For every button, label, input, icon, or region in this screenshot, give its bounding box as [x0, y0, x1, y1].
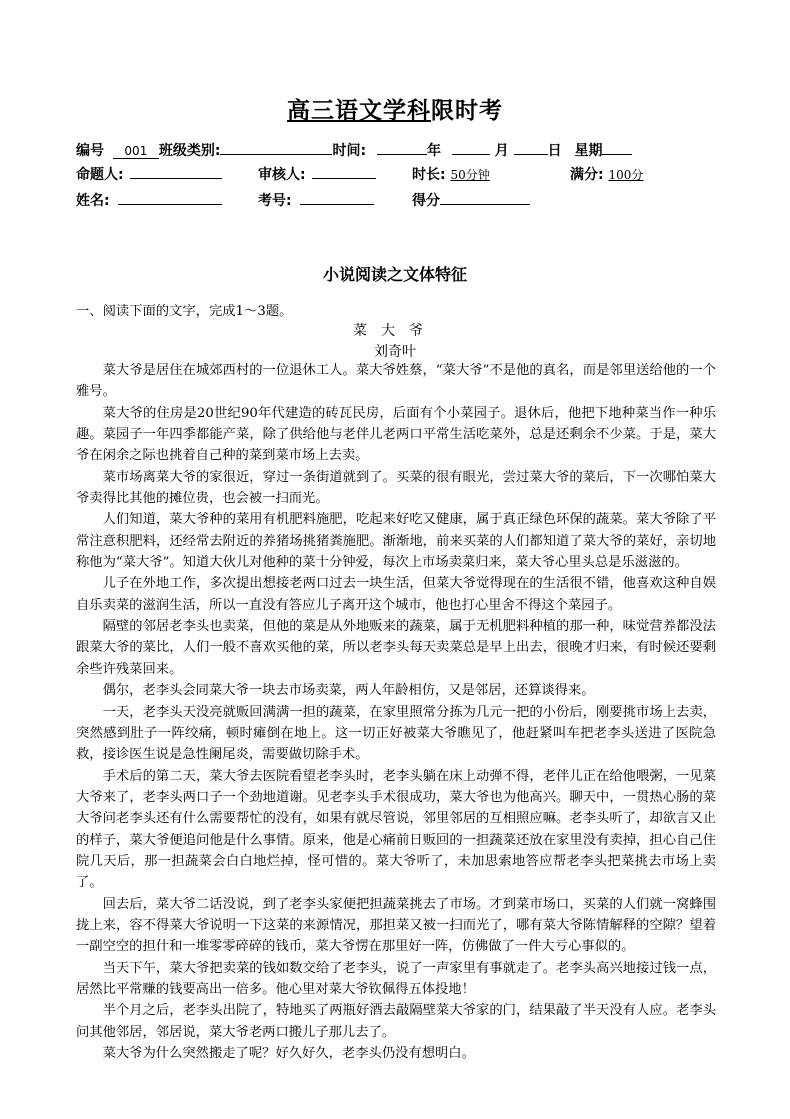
setter-label: 命题人:	[76, 167, 124, 183]
month-blank[interactable]	[452, 140, 490, 155]
reviewer-label: 审核人:	[258, 167, 306, 183]
duration-label: 时长:	[412, 167, 446, 183]
weekday-label: 星期	[574, 143, 603, 159]
story-paragraph: 儿子在外地工作，多次提出想接老两口过去一块生活，但菜大爷觉得现在的生活很不错，他喜欢这种自娱自乐卖菜的滋润生活，所以一直没有答应儿子离开这个城市，他也打心里舍不得这个菜园子。	[76, 576, 716, 613]
fullmark-value: 100分	[608, 168, 644, 182]
section-title: 小说阅读之文体特征	[322, 265, 467, 284]
duration-value: 50分钟	[450, 168, 490, 182]
story-paragraph: 当天下午，菜大爷把卖菜的钱如数交给了老李头，说了一声家里有事就走了。老李头高兴地接过钱一点，居然比平常赚的钱要高出一倍多。他心里对菜大爷钦佩得五体投地！	[76, 960, 716, 997]
story-paragraph: 隔壁的邻居老李头也卖菜，但他的菜是从外地贩来的蔬菜，属于无机肥料种植的那一种，味觉营养都没法跟菜大爷的菜比，人们一般不喜欢买他的菜，所以老李头每天卖菜总是早上出去，很晚才归来，有时候还要剩余些许残菜回来。	[76, 619, 716, 677]
story-paragraph: 人们知道，菜大爷种的菜用有机肥料施肥，吃起来好吃又健康，属于真正绿色环保的蔬菜。菜大爷除了平常注意积肥料，还经常去附近的养猪场挑猪粪施肥。渐渐地，前来买菜的人们都知道了菜大爷的菜好，亲切地称他为“菜大爷”。知道大伙儿对他种的菜十分钟爱，每次上市场卖菜归来，菜大爷心里头总是乐滋滋的。	[76, 512, 716, 571]
month-label: 月	[494, 143, 509, 159]
year-blank[interactable]	[377, 140, 427, 155]
title-rest: 限时考	[431, 98, 503, 124]
name-group	[76, 190, 222, 210]
score-group	[412, 190, 530, 210]
story-paragraph: 一天，老李头天没亮就贩回满满一担的蔬菜，在家里照常分拣为几元一把的小份后，刚要挑市场上去卖，突然感到肚子一阵绞痛，顿时瘫倒在地上。这一切正好被菜大爷瞧见了，他赶紧叫车把老李头送进了医院急救，接诊医生说是急性阑尾炎，需要做切除手术。	[76, 704, 716, 763]
exam-no-blank[interactable]	[300, 190, 374, 205]
class-label: 班级类别:	[158, 143, 221, 159]
question-instruction: 一、阅读下面的文字，完成1～3题。	[76, 304, 293, 319]
fullmark-label: 满分:	[570, 167, 604, 183]
story-paragraph: 半个月之后，老李头出院了，特地买了两瓶好酒去敲隔壁菜大爷家的门，结果敲了半天没有人应。老李头问其他邻居，邻居说，菜大爷老两口搬儿子那儿去了。	[76, 1003, 716, 1040]
reviewer-group	[258, 164, 376, 184]
score-label: 得分	[412, 193, 440, 209]
name-label: 姓名:	[76, 193, 110, 209]
name-blank[interactable]	[118, 190, 222, 205]
code-label: 编号	[76, 143, 104, 159]
story-body	[76, 360, 716, 1064]
story-paragraph: 偶尔，老李头会同菜大爷一块去市场卖菜，两人年龄相仿，又是邻居，还算谈得来。	[102, 683, 595, 699]
duration-group	[412, 164, 490, 184]
title-subject: 高三语文学科	[287, 98, 431, 124]
reviewer-blank[interactable]	[312, 164, 376, 179]
fullmark-group	[570, 164, 643, 184]
day-blank[interactable]	[514, 140, 548, 155]
story-title: 菜大爷	[353, 323, 437, 339]
exam-no-group	[258, 190, 374, 210]
setter-blank[interactable]	[130, 164, 222, 179]
story-paragraph: 回去后，菜大爷二话没说，到了老李头家便把担蔬菜挑去了市场。才到菜市场口，买菜的人们就一窝蜂围拢上来，容不得菜大爷说明一下这菜的来源情况，那担菜又被一扫而光了，哪有菜大爷陈情解释的空隙？望着一副空空的担什和一堆零零碎碎的钱币，菜大爷愣在那里好一阵，仿佛做了一件大亏心事似的。	[76, 896, 716, 955]
story-paragraph: 手术后的第二天，菜大爷去医院看望老李头时，老李头躺在床上动弹不得，老伴儿正在给他喂粥，一见菜大爷来了，老李头两口子一个劲地道谢。见老李头手术很成功，菜大爷也为他高兴。聊天中，一贯热心肠的菜大爷问老李头还有什么需要帮忙的没有，如果有就尽管说，邻里邻居的互相照应嘛。老李头听了，却欲言又止的样子，菜大爷便追问他是什么事情。原来，他是心痛前日贩回的一担蔬菜还放在家里没有卖掉，担心自己住院几天后，那一担蔬菜会白白地烂掉，怪可惜的。菜大爷听了，未加思索地答应帮老李头把菜挑去市场上卖了。	[76, 768, 716, 891]
class-blank[interactable]	[220, 140, 332, 155]
story-paragraph: 菜大爷是居住在城郊西村的一位退休工人。菜大爷姓蔡，“菜大爷”不是他的真名，而是邻里送给他的一个雅号。	[76, 363, 716, 400]
time-label: 时间:	[332, 143, 367, 159]
story-paragraph: 菜大爷为什么突然搬走了呢？好久好久，老李头仍没有想明白。	[102, 1046, 475, 1061]
story-paragraph: 菜大爷的住房是20世纪90年代建造的砖瓦民房，后面有个小菜园子。退休后，他把下地种菜当作一种乐趣。菜园子一年四季都能产菜，除了供给他与老伴儿老两口平常生活吃菜外，总是还剩余不少菜。于是，菜大爷在闲余之际也挑着自己种的菜到菜市场上去卖。	[76, 405, 716, 464]
header-row-1	[76, 140, 632, 160]
story-paragraph: 菜市场离菜大爷的家很近，穿过一条街道就到了。买菜的很有眼光，尝过菜大爷的菜后，下一次哪怕菜大爷卖得比其他的摊位贵，也会被一扫而光。	[76, 469, 716, 507]
weekday-blank[interactable]	[602, 140, 632, 155]
score-blank[interactable]	[440, 190, 530, 205]
year-label: 年	[426, 143, 441, 159]
page-title	[0, 92, 790, 125]
story-author: 刘奇叶	[374, 344, 416, 360]
day-label: 日	[547, 143, 562, 159]
header-row-2	[76, 164, 222, 184]
exam-no-label: 考号:	[258, 193, 292, 209]
code-value: 001	[113, 144, 159, 159]
